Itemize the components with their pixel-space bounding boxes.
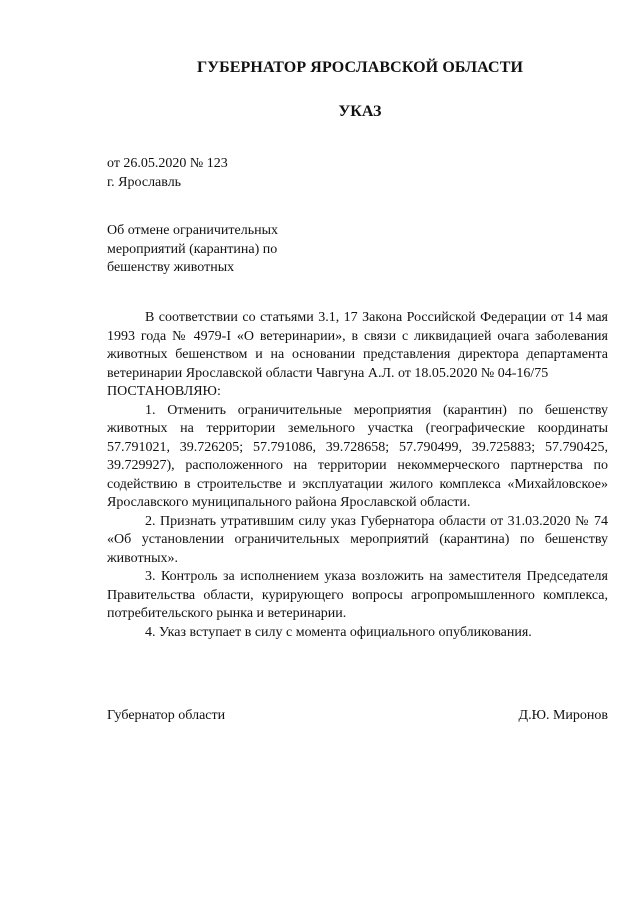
document-type-heading: УКАЗ: [338, 103, 382, 120]
subject-line: Об отмене ограничительных: [107, 223, 279, 238]
subject-line: мероприятий (карантина) по: [107, 241, 278, 257]
issuing-authority-heading: ГУБЕРНАТОР ЯРОСЛАВСКОЙ ОБЛАСТИ: [196, 59, 524, 76]
subject-line: бешенству животных: [107, 260, 235, 275]
signatory-position: Губернатор области: [107, 708, 226, 723]
decree-item-3: 3. Контроль за исполнением указа возложить на заместителя Председателя Правительства области, курирующего вопросы агропромышленного комплекса, потребительского рынка и ветеринарии.: [107, 569, 608, 621]
decree-word: ПОСТАНОВЛЯЮ:: [107, 384, 221, 399]
decree-item-4: 4. Указ вступает в силу с момента официального опубликования.: [145, 624, 532, 640]
decree-body: [107, 309, 608, 642]
preamble-paragraph: В соответствии со статьями 3.1, 17 Закона Российской Федерации от 14 мая 1993 года № 4979-I «О ветеринарии», в связи с ликвидацией очага заболевания животных бешенством и на основании представления директора департамента ветеринарии Ярославской области Чавгуна А.Л. от 18.05.2020 № 04-16/75: [107, 310, 608, 381]
subject-block: [107, 222, 327, 278]
decree-item-2: 2. Признать утратившим силу указ Губернатора области от 31.03.2020 № 74 «Об установлении ограничительных мероприятий (карантина) по бешенству животных».: [107, 513, 608, 566]
decree-item-1: 1. Отменить ограничительные мероприятия (карантин) по бешенству животных на территории земельного участка (географические координаты 57.791021, 39.726205; 57.791086, 39.728658; 57.790499, 39.725883; 57.790425, 39.729927), расположенного на территории некоммерческого партнерства по содействию в строительстве и эксплуатации жилого комплекса «Михайловское» Ярославского муниципального района Ярославской области.: [107, 402, 608, 510]
signatory-name: Д.Ю. Миронов: [518, 708, 608, 723]
city-line: г. Ярославль: [107, 175, 182, 190]
date-number-line: от 26.05.2020 № 123: [107, 156, 228, 171]
